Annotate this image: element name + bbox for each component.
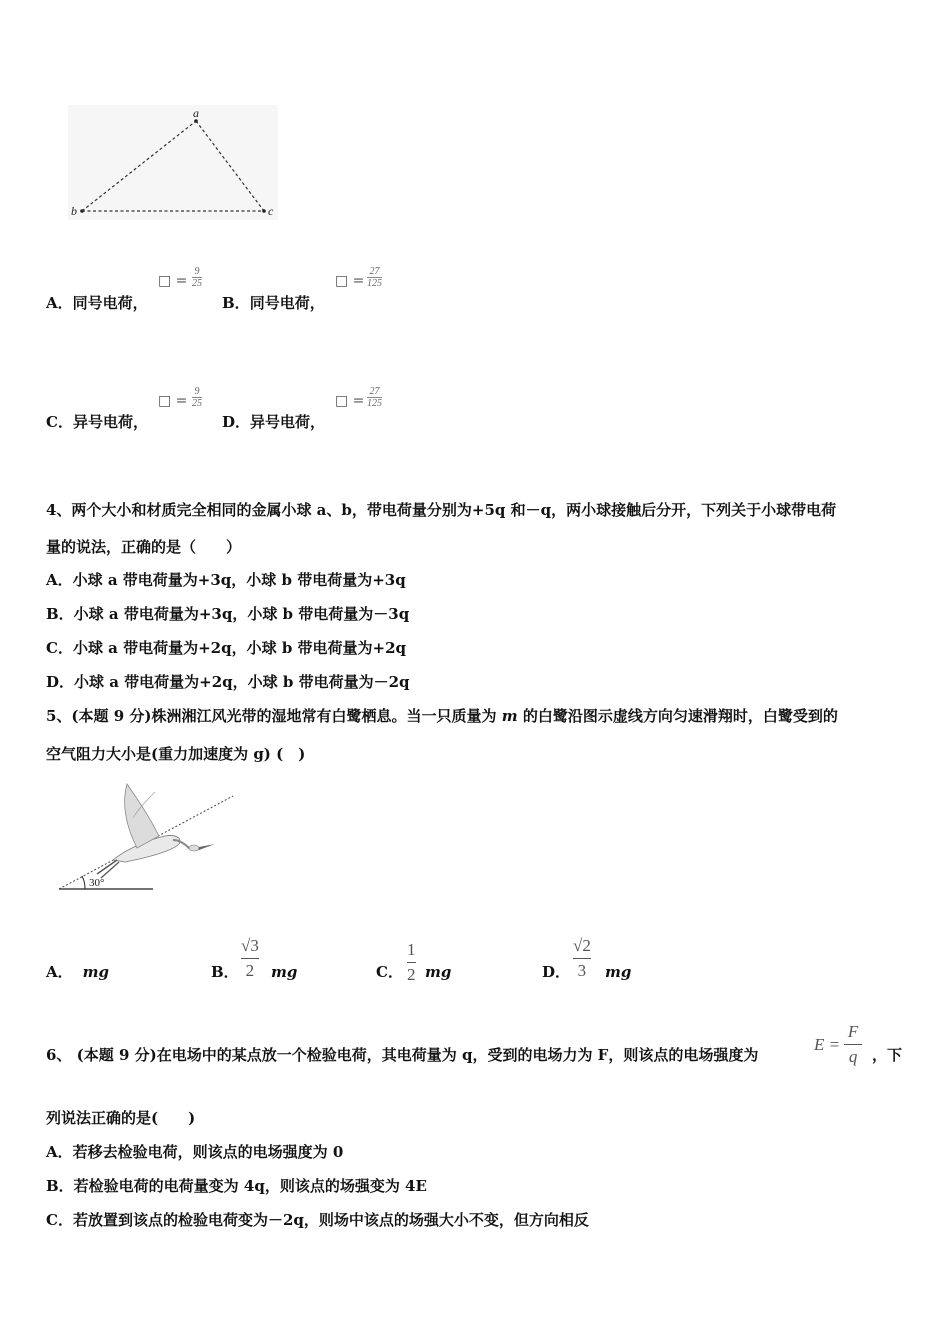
- egret-figure: [55, 778, 240, 896]
- q4-stem-line2: 量的说法，正确的是（ ）: [46, 538, 242, 556]
- q3-option-b: [222, 293, 325, 313]
- placeholder-glyph: □ =: [158, 393, 188, 409]
- q5-option-a-letter: A．: [46, 963, 73, 981]
- fraction-numerator: √2: [573, 936, 591, 955]
- q5-option-d-unit: mg: [605, 963, 632, 981]
- q3-option-a: [46, 293, 148, 313]
- q6-option-b: B．若检验电荷的电荷量变为 4q，则该点的场强变为 4E: [46, 1177, 427, 1195]
- q4-option-c: C．小球 a 带电荷量为+2q，小球 b 带电荷量为+2q: [46, 639, 407, 657]
- q3-option-c-text: 异号电荷，: [72, 413, 148, 431]
- q3-option-a-text: 同号电荷，: [72, 294, 148, 312]
- q3-option-d-text: 异号电荷，: [250, 413, 326, 431]
- q5-option-b-fraction: [241, 936, 259, 981]
- q6-formula: [814, 1022, 862, 1067]
- q5-option-a-unit: mg: [82, 963, 110, 981]
- q3-option-d-fraction: [367, 386, 382, 409]
- q5-option-c-fraction: [407, 940, 416, 985]
- q5-option-c-unit: mg: [425, 963, 452, 981]
- q3-option-b-text: 同号电荷，: [249, 294, 325, 312]
- q5-option-d-fraction: [573, 936, 591, 981]
- vertex-a-label: a: [193, 106, 199, 120]
- vertex-b-label: b: [71, 204, 77, 218]
- q5-stem-part1: 5、(本题 9 分)株洲湘江风光带的湿地常有白鹭栖息。当一只质量为: [46, 707, 502, 725]
- fraction-numerator: 27: [369, 386, 380, 397]
- q6-stem-line1: 6、 (本题 9 分)在电场中的某点放一个检验电荷，其电荷量为 q，受到的电场力为 F，则该点的电场强度为: [46, 1046, 759, 1064]
- q5-option-b-letter: B．: [211, 963, 239, 981]
- q5-stem-line2: 空气阻力大小是(重力加速度为 g) ( ): [46, 745, 306, 763]
- q3-option-a-fraction: [192, 266, 202, 289]
- q4-stem-line1: 4、两个大小和材质完全相同的金属小球 a、b，带电荷量分别为+5q 和－q，两小球接触后分开，下列关于小球带电荷: [46, 501, 837, 519]
- fraction-numerator: 9: [194, 266, 200, 277]
- q6-option-c: C．若放置到该点的检验电荷变为－2q，则场中该点的场强大小不变，但方向相反: [46, 1211, 589, 1229]
- fraction-denominator: 125: [367, 398, 382, 409]
- placeholder-glyph: □ =: [158, 273, 188, 289]
- fraction-numerator: √3: [241, 936, 259, 955]
- q5-option-d-letter: D．: [542, 963, 571, 981]
- fraction-denominator: 25: [192, 398, 202, 409]
- q6-option-a: A．若移去检验电荷，则该点的电场强度为 0: [46, 1143, 344, 1161]
- q3-option-a-letter: A．: [46, 294, 73, 312]
- q5-option-c-letter: C．: [376, 963, 403, 981]
- q3-option-c-letter: C．: [46, 413, 73, 431]
- q3-option-c: [46, 412, 148, 432]
- placeholder-glyph: □ =: [335, 273, 365, 289]
- vertex-c-label: c: [268, 204, 274, 218]
- fraction-denominator: 2: [245, 961, 255, 980]
- q6-stem-line2: 列说法正确的是( ): [46, 1109, 196, 1127]
- q4-option-b: B．小球 a 带电荷量为+3q，小球 b 带电荷量为－3q: [46, 605, 410, 623]
- q4-option-a: A．小球 a 带电荷量为+3q，小球 b 带电荷量为+3q: [46, 571, 406, 589]
- q3-option-d: [222, 412, 325, 432]
- q5-option-b-unit: mg: [271, 963, 298, 981]
- q3-option-c-fraction: [192, 386, 202, 409]
- q6-stem-tail: ，下: [872, 1046, 903, 1064]
- q5-stem-line1: [46, 706, 838, 726]
- fraction-numerator: 27: [369, 266, 380, 277]
- q5-stem-mass: m: [501, 707, 518, 725]
- egret-icon: [97, 784, 215, 878]
- q3-option-b-fraction: [367, 266, 382, 289]
- fraction-denominator: 25: [192, 278, 202, 289]
- q4-option-d: D．小球 a 带电荷量为+2q，小球 b 带电荷量为－2q: [46, 673, 410, 691]
- fraction-denominator: 125: [367, 278, 382, 289]
- formula-lhs: E =: [814, 1034, 841, 1054]
- q5-stem-part2: 的白鹭沿图示虚线方向匀速滑翔时，白鹭受到的: [517, 707, 838, 725]
- placeholder-glyph: □ =: [335, 393, 365, 409]
- formula-denominator: q: [848, 1047, 858, 1066]
- fraction-denominator: 3: [577, 961, 587, 980]
- fraction-numerator: 9: [194, 386, 200, 397]
- fraction-denominator: 2: [407, 965, 416, 984]
- triangle-figure: [68, 105, 278, 220]
- angle-label: 30°: [89, 877, 105, 889]
- q3-option-b-letter: B．: [222, 294, 250, 312]
- q3-option-d-letter: D．: [222, 413, 251, 431]
- formula-numerator: F: [847, 1022, 859, 1041]
- q5-option-a: [46, 962, 109, 982]
- fraction-numerator: 1: [407, 940, 416, 959]
